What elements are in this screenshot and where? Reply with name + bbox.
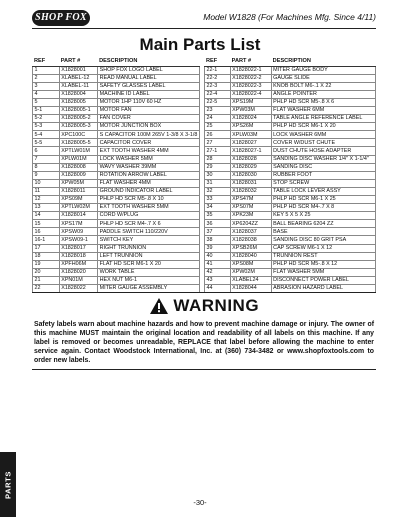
- part-number-cell: X1828024: [230, 115, 271, 123]
- part-number-cell: XPS08M: [230, 260, 271, 268]
- part-number-cell: XPLW01M: [59, 155, 97, 163]
- table-row: [33, 228, 200, 236]
- description-cell: LEFT TRUNNION: [98, 252, 200, 260]
- part-number-cell: XPSW09: [59, 228, 97, 236]
- ref-cell: 15: [33, 220, 60, 228]
- part-number-cell: XPS07M: [230, 204, 271, 212]
- table-row: [33, 260, 200, 268]
- table-row: [33, 244, 200, 252]
- ref-header: REF: [33, 57, 60, 66]
- table-row: [33, 155, 200, 163]
- ref-cell: 5-4: [33, 131, 60, 139]
- description-cell: WAVY WASHER 39MM: [98, 163, 200, 171]
- table-row: [33, 123, 200, 131]
- description-header: DESCRIPTION: [271, 57, 375, 66]
- ref-cell: 22-1: [205, 66, 231, 74]
- table-row: [205, 268, 376, 276]
- part-number-cell: XPN01M: [59, 276, 97, 284]
- ref-cell: 27-1: [205, 147, 231, 155]
- table-row: [33, 115, 200, 123]
- part-number-cell: XPS19M: [230, 98, 271, 106]
- ref-cell: 38: [205, 236, 231, 244]
- ref-cell: 42: [205, 268, 231, 276]
- part-number-cell: X1828005: [59, 98, 97, 106]
- description-cell: FLAT WASHER 6MM: [271, 106, 375, 114]
- description-cell: CAP SCREW M6-1 X 12: [271, 244, 375, 252]
- table-row: [33, 252, 200, 260]
- table-row: [33, 204, 200, 212]
- description-cell: TABLE ANGLE REFERENCE LABEL: [271, 115, 375, 123]
- description-cell: PHLP HD SCR M5-.8 X 6: [271, 98, 375, 106]
- table-row: [33, 220, 200, 228]
- table-row: [205, 171, 376, 179]
- description-header: DESCRIPTION: [98, 57, 200, 66]
- side-tab-label: PARTS: [3, 470, 13, 499]
- ref-cell: 22-3: [205, 82, 231, 90]
- table-header-row: [205, 57, 376, 66]
- part-number-cell: X1828004: [59, 90, 97, 98]
- page-number: -30-: [193, 498, 207, 507]
- model-text: Model W1828 (For Machines Mfg. Since 4/11): [203, 12, 376, 22]
- part-number-cell: XPK23M: [230, 212, 271, 220]
- table-row: [205, 220, 376, 228]
- description-cell: KNOB BOLT M6-.1 X 22: [271, 82, 375, 90]
- table-row: [205, 196, 376, 204]
- part-number-cell: X1828027: [230, 139, 271, 147]
- ref-cell: 6: [33, 147, 60, 155]
- ref-cell: 35: [205, 212, 231, 220]
- description-cell: MOTOR 1HP 110V 60 HZ: [98, 98, 200, 106]
- ref-cell: 20: [33, 268, 60, 276]
- part-number-cell: X1828028: [230, 155, 271, 163]
- table-row: [33, 66, 200, 74]
- parts-table-right: [204, 57, 376, 293]
- description-cell: PHLP HD SCR M6-1 X 20: [271, 123, 375, 131]
- page-header: [32, 10, 376, 28]
- description-cell: S CAPACITOR 100M 265V 1-3/8 X 3-1/8: [98, 131, 200, 139]
- description-cell: PHLP HD SCR M4-.7 X 6: [98, 220, 200, 228]
- part-number-cell: XPSB26M: [230, 244, 271, 252]
- table-row: [205, 90, 376, 98]
- part-number-cell: X1828022-4: [230, 90, 271, 98]
- description-cell: ROTATION ARROW LABEL: [98, 171, 200, 179]
- ref-cell: 22-2: [205, 74, 231, 82]
- table-row: [205, 228, 376, 236]
- description-cell: LOCK WASHER 6MM: [271, 131, 375, 139]
- description-cell: COVER W/DUST CHUTE: [271, 139, 375, 147]
- ref-cell: 8: [33, 163, 60, 171]
- part-number-cell: XPLW03M: [230, 131, 271, 139]
- part-number-cell: XP6204ZZ: [230, 220, 271, 228]
- part-number-cell: X1828031: [230, 179, 271, 187]
- table-row: [33, 98, 200, 106]
- ref-cell: 5-3: [33, 123, 60, 131]
- part-number-cell: X1828005-3: [59, 123, 97, 131]
- description-cell: SAFETY GLASSES LABEL: [98, 82, 200, 90]
- table-row: [205, 163, 376, 171]
- ref-cell: 32: [205, 187, 231, 195]
- description-cell: ABRASION HAZARD LABEL: [271, 285, 375, 293]
- part-number-cell: XPS09M: [59, 196, 97, 204]
- ref-cell: 4: [33, 90, 60, 98]
- part-number-cell: XPS26M: [230, 123, 271, 131]
- warning-title: WARNING: [173, 296, 260, 315]
- description-cell: HEX NUT M6-1: [98, 276, 200, 284]
- part-number-cell: XPTLW02M: [59, 204, 97, 212]
- ref-cell: 22-5: [205, 98, 231, 106]
- table-row: [205, 115, 376, 123]
- part-number-cell: X1828040: [230, 252, 271, 260]
- ref-cell: 16: [33, 228, 60, 236]
- ref-cell: 40: [205, 252, 231, 260]
- description-cell: PHLP HD SCR M4-.7 X 8: [271, 204, 375, 212]
- ref-cell: 21: [33, 276, 60, 284]
- page-title: Main Parts List: [139, 35, 261, 54]
- ref-cell: 18: [33, 252, 60, 260]
- description-cell: MITER GAUGE BODY: [271, 66, 375, 74]
- part-number-cell: X1828020: [59, 268, 97, 276]
- table-row: [205, 236, 376, 244]
- part-header: PART #: [59, 57, 97, 66]
- description-cell: EXT TOOTH WASHER 5MM: [98, 204, 200, 212]
- parts-body-right: [205, 66, 376, 293]
- description-cell: RIGHT TRUNNION: [98, 244, 200, 252]
- warning-box: [32, 292, 376, 370]
- table-row: [33, 74, 200, 82]
- part-number-cell: X1828001: [59, 66, 97, 74]
- part-number-cell: X1828027-1: [230, 147, 271, 155]
- table-row: [205, 66, 376, 74]
- table-row: [33, 171, 200, 179]
- description-cell: PADDLE SWITCH 110/220V: [98, 228, 200, 236]
- description-cell: SHOP FOX LOGO LABEL: [98, 66, 200, 74]
- part-number-cell: XLABEL-12: [59, 74, 97, 82]
- description-cell: DUST CHUTE HOSE ADAPTER: [271, 147, 375, 155]
- ref-cell: 41: [205, 260, 231, 268]
- ref-cell: 31: [205, 179, 231, 187]
- description-cell: CORD W/PLUG: [98, 212, 200, 220]
- part-number-cell: XPTLW01M: [59, 147, 97, 155]
- header-rule: [32, 28, 376, 29]
- table-row: [205, 212, 376, 220]
- part-number-cell: X1828005-1: [59, 106, 97, 114]
- ref-cell: 5: [33, 98, 60, 106]
- ref-cell: 23: [205, 106, 231, 114]
- part-number-cell: X1828038: [230, 236, 271, 244]
- description-cell: WORK TABLE: [98, 268, 200, 276]
- part-number-cell: X1828008: [59, 163, 97, 171]
- description-cell: FLAT WASHER 4MM: [98, 179, 200, 187]
- table-row: [33, 139, 200, 147]
- ref-cell: 24: [205, 115, 231, 123]
- table-row: [33, 179, 200, 187]
- parts-table-left: [32, 57, 200, 293]
- ref-cell: 37: [205, 228, 231, 236]
- part-number-cell: X1828005-2: [59, 115, 97, 123]
- ref-cell: 19: [33, 260, 60, 268]
- warning-triangle-icon: [149, 297, 169, 315]
- table-row: [205, 276, 376, 284]
- ref-cell: 9: [33, 171, 60, 179]
- description-cell: DISCONNECT POWER LABEL: [271, 276, 375, 284]
- table-row: [205, 155, 376, 163]
- description-cell: BALL BEARING 6204 ZZ: [271, 220, 375, 228]
- table-row: [33, 147, 200, 155]
- description-cell: STOP SCREW: [271, 179, 375, 187]
- description-cell: TABLE LOCK LEVER ASSY: [271, 187, 375, 195]
- ref-cell: 44: [205, 285, 231, 293]
- ref-cell: 25: [205, 123, 231, 131]
- table-row: [205, 204, 376, 212]
- ref-cell: 34: [205, 204, 231, 212]
- description-cell: GROUND INDICATOR LABEL: [98, 187, 200, 195]
- part-number-cell: X1828030: [230, 171, 271, 179]
- part-number-cell: XPW02M: [230, 268, 271, 276]
- ref-cell: 5-1: [33, 106, 60, 114]
- ref-cell: 27: [205, 139, 231, 147]
- description-cell: PHLP HD SCR M6-1 X 25: [271, 196, 375, 204]
- part-number-cell: X1828029: [230, 163, 271, 171]
- table-row: [33, 82, 200, 90]
- description-cell: EXT TOOTH WASHER 4MM: [98, 147, 200, 155]
- ref-cell: 16-1: [33, 236, 60, 244]
- ref-cell: 12: [33, 196, 60, 204]
- table-row: [205, 98, 376, 106]
- parts-side-tab: [0, 452, 16, 517]
- part-number-cell: XLABEL24: [230, 276, 271, 284]
- ref-cell: 14: [33, 212, 60, 220]
- table-row: [205, 147, 376, 155]
- ref-cell: 1: [33, 66, 60, 74]
- part-number-cell: X1828011: [59, 187, 97, 195]
- description-cell: TRUNNION REST: [271, 252, 375, 260]
- part-number-cell: XPW03M: [230, 106, 271, 114]
- description-cell: PHLP HD SCR M5-.8 X 10: [98, 196, 200, 204]
- part-number-cell: XPS17M: [59, 220, 97, 228]
- ref-cell: 22: [33, 285, 60, 293]
- table-row: [33, 163, 200, 171]
- ref-cell: 36: [205, 220, 231, 228]
- part-number-cell: X1828037: [230, 228, 271, 236]
- table-row: [33, 106, 200, 114]
- table-row: [33, 268, 200, 276]
- table-row: [33, 196, 200, 204]
- description-cell: ANGLE POINTER: [271, 90, 375, 98]
- description-cell: FLAT WASHER 5MM: [271, 268, 375, 276]
- warning-heading: [32, 296, 376, 318]
- table-row: [33, 90, 200, 98]
- ref-cell: 2: [33, 74, 60, 82]
- part-number-cell: X1828017: [59, 244, 97, 252]
- description-cell: MACHINE ID LABEL: [98, 90, 200, 98]
- table-row: [205, 139, 376, 147]
- part-number-cell: X1828009: [59, 171, 97, 179]
- description-cell: FAN COVER: [98, 115, 200, 123]
- table-row: [205, 187, 376, 195]
- table-row: [205, 252, 376, 260]
- table-row: [205, 74, 376, 82]
- table-row: [33, 187, 200, 195]
- table-row: [205, 179, 376, 187]
- description-cell: BASE: [271, 228, 375, 236]
- table-row: [33, 276, 200, 284]
- shop-fox-logo: SHOP FOX: [32, 10, 90, 26]
- part-number-cell: XPW05M: [59, 179, 97, 187]
- ref-cell: 10: [33, 179, 60, 187]
- ref-cell: 43: [205, 276, 231, 284]
- ref-cell: 13: [33, 204, 60, 212]
- part-number-cell: XPC100C: [59, 131, 97, 139]
- table-row: [205, 123, 376, 131]
- part-number-cell: X1828032: [230, 187, 271, 195]
- table-row: [205, 244, 376, 252]
- part-number-cell: X1828014: [59, 212, 97, 220]
- part-number-cell: X1828018: [59, 252, 97, 260]
- part-number-cell: X1828022-2: [230, 74, 271, 82]
- ref-cell: 28: [205, 155, 231, 163]
- table-row: [33, 236, 200, 244]
- ref-cell: 11: [33, 187, 60, 195]
- table-row: [205, 131, 376, 139]
- part-number-cell: X1828022-3: [230, 82, 271, 90]
- table-row: [205, 260, 376, 268]
- ref-cell: 22-4: [205, 90, 231, 98]
- ref-cell: 3: [33, 82, 60, 90]
- ref-header: REF: [205, 57, 231, 66]
- ref-cell: 7: [33, 155, 60, 163]
- part-header: PART #: [230, 57, 271, 66]
- description-cell: MOTOR FAN: [98, 106, 200, 114]
- description-cell: PHLP HD SCR M5-.8 X 12: [271, 260, 375, 268]
- description-cell: MITER GAUGE ASSEMBLY: [98, 285, 200, 293]
- ref-cell: 39: [205, 244, 231, 252]
- ref-cell: 5-5: [33, 139, 60, 147]
- part-number-cell: XPSW09-1: [59, 236, 97, 244]
- description-cell: SANDING DISC WASHER 1/4" X 1-1/4": [271, 155, 375, 163]
- part-number-cell: XPFH06M: [59, 260, 97, 268]
- description-cell: FLAT HD SCR M6-1 X 20: [98, 260, 200, 268]
- description-cell: GAUGE SLIDE: [271, 74, 375, 82]
- part-number-cell: X1828044: [230, 285, 271, 293]
- description-cell: RUBBER FOOT: [271, 171, 375, 179]
- description-cell: READ MANUAL LABEL: [98, 74, 200, 82]
- table-row: [33, 212, 200, 220]
- table-row: [33, 131, 200, 139]
- ref-cell: 29: [205, 163, 231, 171]
- ref-cell: 30: [205, 171, 231, 179]
- ref-cell: 33: [205, 196, 231, 204]
- part-number-cell: X1828005-5: [59, 139, 97, 147]
- description-cell: LOCK WASHER 5MM: [98, 155, 200, 163]
- table-row: [205, 82, 376, 90]
- ref-cell: 26: [205, 131, 231, 139]
- ref-cell: 17: [33, 244, 60, 252]
- description-cell: MOTOR JUNCTION BOX: [98, 123, 200, 131]
- description-cell: KEY 5 X 5 X 25: [271, 212, 375, 220]
- parts-body-left: [33, 66, 200, 293]
- warning-text: Safety labels warn about machine hazards and how to prevent machine damage or injury. The owner of this machine MUST maintain the original location and readability of all labels on this machine. If any label is removed or becomes unreadable, REPLACE that label before allowing the machine to enter service again. Contact Woodstock International, Inc. at (360) 734-3482 or www.shopfoxtools.com to order new labels.: [34, 321, 374, 364]
- description-cell: SANDING DISC 80 GRIT PSA: [271, 236, 375, 244]
- table-row: [205, 106, 376, 114]
- ref-cell: 5-2: [33, 115, 60, 123]
- part-number-cell: XLABEL-11: [59, 82, 97, 90]
- table-header-row: [33, 57, 200, 66]
- description-cell: SANDING DISC: [271, 163, 375, 171]
- part-number-cell: X1828022: [59, 285, 97, 293]
- description-cell: SWITCH KEY: [98, 236, 200, 244]
- part-number-cell: X1828022-1: [230, 66, 271, 74]
- description-cell: CAPACITOR COVER: [98, 139, 200, 147]
- part-number-cell: XPS47M: [230, 196, 271, 204]
